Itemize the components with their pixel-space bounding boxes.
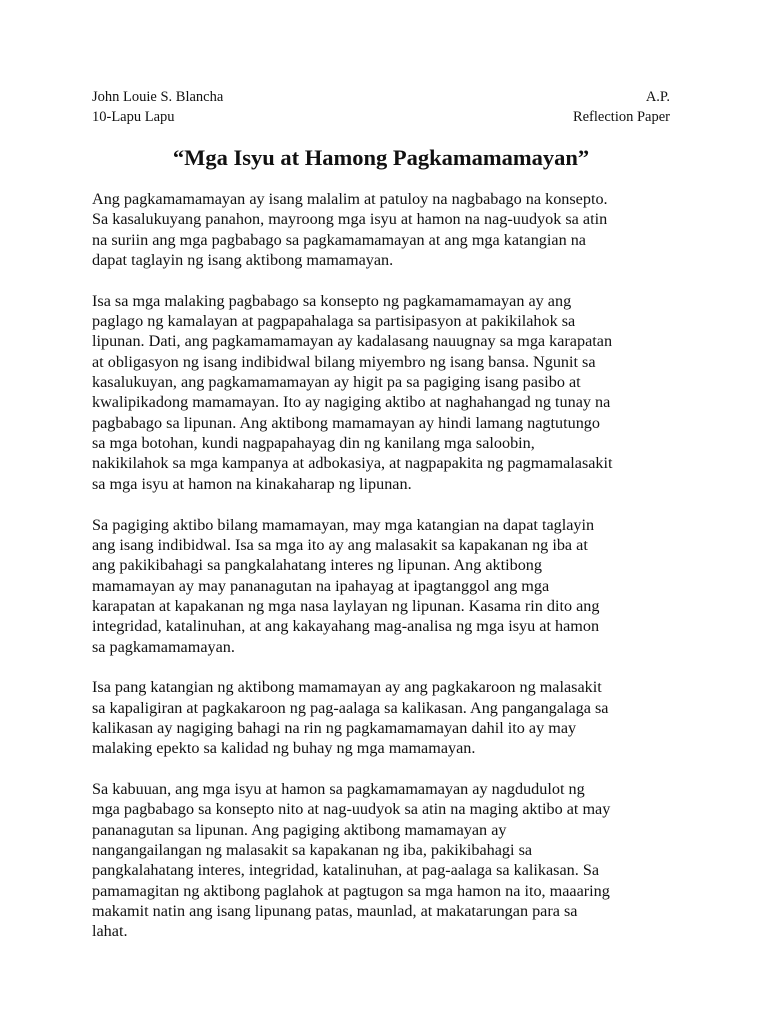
document-header — [92, 87, 670, 127]
paragraph-2 — [92, 291, 692, 494]
paragraph-line: paglago ng kamalayan at pagpapahalaga sa partisipasyon at pakikilahok sa — [92, 312, 576, 331]
author-name: John Louie S. Blancha — [92, 89, 224, 105]
paragraph-line: integridad, katalinuhan, at ang kakayahang mag-analisa ng mga isyu at hamon — [92, 617, 600, 636]
paragraph-line: pananagutan sa lipunan. Ang pagiging aktibong mamamayan ay — [92, 820, 507, 839]
paragraph-line: nakikilahok sa mga kampanya at adbokasiya, at nagpapakita ng pagmamalasakit — [92, 454, 613, 473]
paragraph-line: lipunan. Dati, ang pagkamamamayan ay kadalasang nauugnay sa mga karapatan — [92, 332, 613, 351]
paragraph-line: na suriin ang mga pagbabago sa pagkamamamayan at ang mga katangian na — [92, 230, 586, 249]
paragraph-line: kwalipikadong mamamayan. Ito ay nagiging aktibo at naghahangad ng tunay na — [92, 393, 611, 412]
paragraph-line: sa kapaligiran at pagkakaroon ng pag-aalaga sa kalikasan. Ang pangangalaga sa — [92, 698, 609, 717]
paragraph-line: Isa pang katangian ng aktibong mamamayan ay ang pagkakaroon ng malasakit — [92, 678, 602, 697]
header-row-1 — [92, 87, 670, 107]
paragraph-line: Sa kasalukuyang panahon, mayroong mga isyu at hamon na nag-uudyok sa atin — [92, 210, 608, 229]
paragraph-line: Isa sa mga malaking pagbabago sa konsepto ng pagkamamamayan ay ang — [92, 291, 572, 310]
paragraph-line: Sa kabuuan, ang mga isyu at hamon sa pagkamamamayan ay nagdudulot ng — [92, 779, 585, 798]
paragraph-line: karapatan at kapakanan ng mga nasa laylayan ng lipunan. Kasama rin dito ang — [92, 596, 600, 615]
paragraph-line: mamamayan ay may pananagutan na ipahayag at ipagtanggol ang mga — [92, 576, 550, 595]
paragraph-line: pagbabago sa lipunan. Ang aktibong mamamayan ay hindi lamang nagtutungo — [92, 413, 600, 432]
paragraph-line: makamit natin ang isang lipunang patas, maunlad, at makatarungan para sa — [92, 902, 578, 921]
paragraph-line: nangangailangan ng malasakit sa kapakanan ng iba, pakikibahagi sa — [92, 841, 533, 859]
document-title: “Mga Isyu at Hamong Pagkamamamayan” — [172, 145, 590, 170]
document-type: Reflection Paper — [572, 109, 670, 125]
paragraph-line: kasalukuyan, ang pagkamamamayan ay higit pa sa pagiging isang pasibo at — [92, 373, 581, 392]
paragraph-line: at obligasyon ng isang indibidwal bilang miyembro ng isang bansa. Ngunit sa — [92, 352, 596, 371]
paragraph-line: mga pagbabago sa konsepto nito at nag-uudyok sa atin na maging aktibo at may — [92, 800, 611, 819]
paragraph-line: ang pakikibahagi sa pangkalahatang interes ng lipunan. Ang aktibong — [92, 556, 542, 575]
document-body — [92, 189, 692, 962]
paragraph-line: kalikasan ay nagiging bahagi na rin ng pagkamamamayan dahil ito ay may — [92, 718, 577, 737]
subject: A.P. — [645, 89, 670, 105]
paragraph-line: Ang pagkamamamayan ay isang malalim at patuloy na nagbabago na konsepto. — [92, 190, 608, 208]
header-row-2 — [92, 107, 670, 127]
paragraph-line: Sa pagiging aktibo bilang mamamayan, may mga katangian na dapat taglayin — [92, 515, 595, 534]
section: 10-Lapu Lapu — [92, 109, 175, 125]
paragraph-line: sa mga isyu at hamon na kinakaharap ng lipunan. — [92, 474, 412, 493]
paragraph-line: sa pagkamamamayan. — [92, 637, 235, 656]
paragraph-line: sa mga botohan, kundi nagpapahayag din ng kanilang mga saloobin, — [92, 434, 535, 453]
paragraph-line: dapat taglayin ng isang aktibong mamamayan. — [92, 251, 394, 270]
paragraph-1 — [92, 189, 692, 270]
paragraph-5 — [92, 779, 692, 942]
paragraph-4 — [92, 677, 692, 758]
paragraph-line: pamamagitan ng aktibong paglahok at pagtugon sa mga hamon na ito, maaaring — [92, 881, 610, 900]
paragraph-3 — [92, 515, 692, 657]
paragraph-line: malaking epekto sa kalidad ng buhay ng mga mamamayan. — [92, 739, 476, 758]
paragraph-line: lahat. — [92, 922, 128, 941]
paragraph-line: pangkalahatang interes, integridad, katalinuhan, at pag-aalaga sa kalikasan. Sa — [92, 861, 600, 880]
paragraph-line: ang isang indibidwal. Isa sa mga ito ay ang malasakit sa kapakanan ng iba at — [92, 535, 588, 554]
